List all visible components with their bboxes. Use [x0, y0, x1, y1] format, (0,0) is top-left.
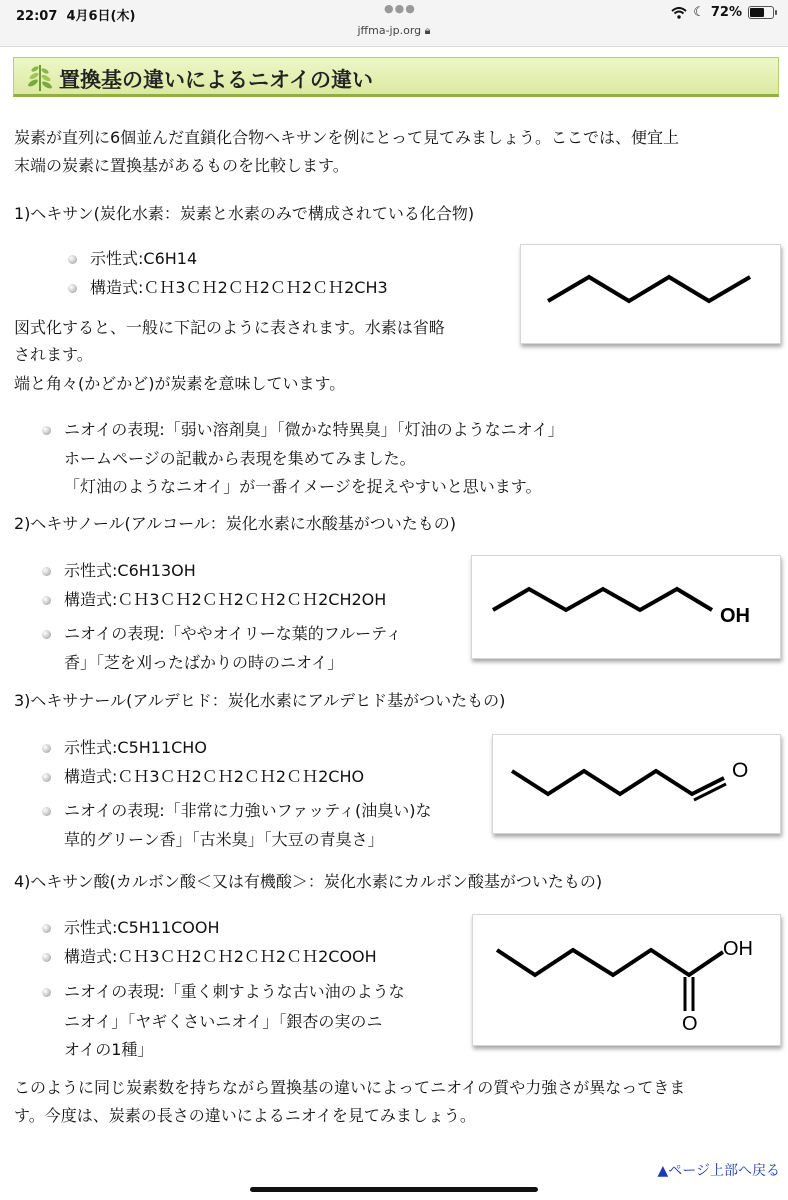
hexanal-structure: 構造式:ＣＨ3ＣＨ2ＣＨ2ＣＨ2ＣＨ2CHO [64, 767, 365, 786]
hexane-odor-2: ホームページの記載から表現を集めてみました。 [64, 449, 416, 468]
intro-line-1: 炭素が直列に6個並んだ直鎖化合物ヘキサンを例にとって見てみましょう。ここでは、便宜上 [14, 128, 680, 147]
hexanal-formula: 示性式:C5H11CHO [64, 738, 207, 757]
hexane-odor-3: 「灯油のようなニオイ」が一番イメージを捉えやすいと思います。 [64, 477, 542, 496]
hexanal-odor-2: 草的グリーン香」「古米臭」「大豆の青臭さ」 [64, 830, 384, 849]
hexanoic-formula: 示性式:C5H11COOH [64, 918, 220, 937]
section-heading [13, 57, 779, 97]
hexanol-title: 2)ヘキサノール(アルコール：炭化水素に水酸基がついたもの) [14, 514, 457, 533]
home-indicator[interactable] [250, 1187, 538, 1192]
bullet-icon [42, 773, 51, 782]
hexane-structure-diagram [520, 244, 781, 344]
bullet-icon [42, 567, 51, 576]
plant-icon [26, 62, 54, 92]
bullet-icon [42, 807, 51, 816]
bullet-icon [42, 924, 51, 933]
page-title: 置換基の違いによるニオイの違い [59, 68, 373, 92]
hexanol-odor-2: 香」「芝を刈ったばかりの時のニオイ」 [64, 653, 344, 672]
battery-percent: 72% [710, 5, 742, 20]
hexanol-odor-1: ニオイの表現:「ややオイリーな葉的フルーティ [64, 624, 402, 643]
hexanoic-odor-3: オイの1種」 [64, 1040, 154, 1059]
hexanal-title: 3)ヘキサナール(アルデヒド：炭化水素にアルデヒド基がついたもの) [14, 691, 506, 710]
status-bar [0, 0, 788, 47]
bullet-icon [68, 284, 77, 293]
hexane-desc-1: 図式化すると、一般に下記のように表されます。水素は省略 [14, 318, 445, 337]
hexanal-odor-1: ニオイの表現:「非常に力強いファッティ(油臭い)な [64, 801, 432, 820]
url-bar[interactable] [0, 24, 788, 38]
more-dots-icon[interactable]: ●●● [384, 2, 416, 15]
battery-level [750, 8, 764, 17]
wifi-icon [671, 7, 687, 19]
clock: 22:07 [16, 9, 58, 24]
lock-icon: 🔒︎ [424, 24, 431, 37]
hexanoic-structure: 構造式:ＣＨ3ＣＨ2ＣＨ2ＣＨ2ＣＨ2COOH [64, 947, 377, 966]
hydroxyl-label: OH [723, 938, 753, 960]
hexanoic-title: 4)ヘキサン酸(カルボン酸＜又は有機酸＞：炭化水素にカルボン酸基がついたもの) [14, 872, 603, 891]
oxygen-label: O [732, 759, 749, 782]
bullet-icon [42, 744, 51, 753]
bullet-icon [42, 953, 51, 962]
status-indicators [671, 5, 774, 20]
date: 4月6日(木) [66, 9, 136, 24]
hexanoic-structure-diagram [472, 914, 781, 1046]
battery-icon [748, 6, 774, 19]
url-text: jffma-jp.org [357, 24, 422, 37]
intro-line-2: 末端の炭素に置換基があるものを比較します。 [14, 156, 349, 175]
bullet-icon [42, 596, 51, 605]
oxygen-label: O [682, 1013, 698, 1035]
bullet-icon [42, 630, 51, 639]
hexane-desc-2: されます。 [14, 345, 93, 364]
conclusion-line-1: このように同じ炭素数を持ちながら置換基の違いによってニオイの質や力強さが異なってきま [14, 1078, 686, 1097]
hexanal-structure-diagram [492, 734, 781, 834]
bullet-icon [42, 426, 51, 435]
hexanol-structure-diagram [471, 555, 781, 659]
hexane-desc-3: 端と角々(かどかど)が炭素を意味しています。 [14, 374, 346, 393]
hexane-odor-1: ニオイの表現:「弱い溶剤臭」「微かな特異臭」「灯油のようなニオイ」 [64, 420, 564, 439]
hexanol-structure: 構造式:ＣＨ3ＣＨ2ＣＨ2ＣＨ2ＣＨ2CH2OH [64, 590, 387, 609]
hydroxyl-label: OH [720, 605, 750, 627]
hexanoic-odor-2: ニオイ」「ヤギくさいニオイ」「銀杏の実のニ [64, 1012, 383, 1031]
hexane-structure: 構造式:ＣＨ3ＣＨ2ＣＨ2ＣＨ2ＣＨ2CH3 [90, 278, 388, 297]
status-time [16, 5, 135, 24]
bullet-icon [68, 255, 77, 264]
hexanol-formula: 示性式:C6H13OH [64, 561, 196, 580]
moon-icon: ☾ [693, 5, 705, 20]
hexanoic-odor-1: ニオイの表現:「重く刺すような古い油のような [64, 982, 405, 1001]
bullet-icon [42, 988, 51, 997]
conclusion-line-2: す。今度は、炭素の長さの違いによるニオイを見てみましょう。 [14, 1106, 476, 1125]
hexane-title: 1)ヘキサン(炭化水素：炭素と水素のみで構成されている化合物) [14, 204, 475, 223]
back-to-top-link[interactable]: ▲ページ上部へ戻る [657, 1163, 780, 1179]
hexane-formula: 示性式:C6H14 [90, 249, 198, 268]
